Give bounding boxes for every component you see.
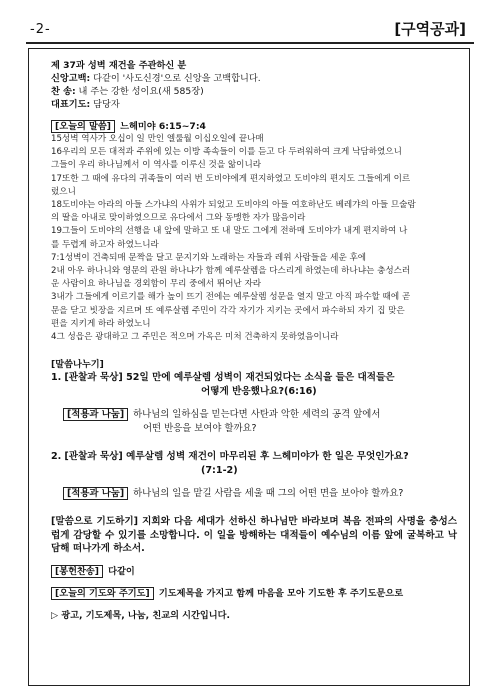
passage-ref: 느헤미야 6:15~7:4: [116, 121, 206, 132]
verse-line: 의 딸을 아내로 맞이하였으므로 유다에서 그와 동맹한 자가 많음이라: [51, 213, 306, 224]
application-2-text: 하나님의 일을 맡길 사람을 세울 때 그의 어떤 면을 보아야 할까요?: [130, 488, 404, 500]
prayer-tag: [말씀으로 기도하기]: [51, 516, 139, 528]
question-2-text-cont: (7:1-2): [201, 465, 238, 477]
closing-tag: [오늘의 기도와 주기도]: [51, 587, 154, 600]
application-1: [51, 408, 457, 422]
verse-line: 를 두렵게 하고자 하였느니라: [51, 239, 159, 250]
verse-line: 19그들이 도비야의 선행을 내 앞에 말하고 또 내 말도 그에게 전하매 도비야가 내게 편지하여 나: [51, 226, 408, 237]
page-number: -2-: [30, 22, 51, 37]
verse-line: 2내 아우 하나니와 영문의 관원 하나냐가 함께 예루살렘을 다스리게 하였는데 하나냐는 충성스러: [51, 266, 411, 277]
question-2-number: 2.: [51, 451, 62, 463]
hymn-line: [51, 85, 457, 98]
hymn-text: 내 주는 강한 성이요(새 585장): [75, 86, 204, 97]
creed-line: [51, 72, 457, 85]
application-1-tag: [적용과 나눔]: [63, 408, 128, 421]
verse-line: 렀으니: [51, 186, 76, 197]
header-rule: [26, 42, 474, 44]
verse-line: 4그 성읍은 광대하고 그 주민은 적으며 가옥은 미처 건축하지 못하였음이니라: [51, 332, 339, 343]
offering-line: [51, 565, 457, 578]
question-2: [51, 450, 457, 464]
verse-line: 운 사람이요 하나님을 경외함이 무리 중에서 뛰어난 자라: [51, 279, 262, 290]
closing-text: 기도제목을 가지고 함께 마음을 모아 기도한 후 주기도문으로: [155, 587, 404, 599]
application-2-tag: [적용과 나눔]: [63, 487, 128, 500]
verse-line: 그들이 우리 하나님께서 이 역사를 이루신 것을 앎이니라: [51, 160, 262, 171]
passage-tag: [오늘의 말씀]: [51, 120, 115, 133]
application-2: [51, 487, 457, 501]
verse-line: 문을 닫고 빗장을 지르며 또 예루살렘 주민이 각각 자기가 지키는 곳에서 파수하되 자기 집 맞은: [51, 305, 405, 316]
application-1-text-cont: 어떤 반응을 보여야 할까요?: [143, 423, 257, 435]
question-1-tag: [관찰과 묵상]: [64, 372, 123, 384]
verse-line: 16우리의 모든 대적과 주위에 있는 이방 족속들이 이를 듣고 다 두려워하여 크게 낙담하였으니: [51, 147, 402, 158]
prayer-paragraph: [51, 515, 457, 556]
offering-text: 다같이: [104, 565, 135, 577]
creed-label: 신앙고백:: [51, 73, 91, 84]
lesson-frame: [28, 48, 470, 686]
question-1-text-cont: 어떻게 반응했나요?(6:16): [201, 386, 317, 398]
verse-list: [51, 133, 457, 344]
rep-prayer-label: 대표기도:: [51, 99, 91, 110]
application-1-text: 하나님의 일하심을 믿는다면 사탄과 악한 세력의 공격 앞에서: [130, 409, 381, 421]
question-1-text: 52일 만에 예루살렘 성벽이 재건되었다는 소식을 들은 대적들은: [122, 372, 395, 384]
verse-line: 15성벽 역사가 오십이 일 만인 엘룰월 이십오일에 끝나매: [51, 134, 264, 144]
question-2-text: 예루살렘 성벽 재건이 마무리된 후 느헤미야가 한 일은 무엇인가요?: [122, 451, 409, 463]
sharing-heading: [말씀나누기]: [51, 359, 104, 371]
verse-line: 3내가 그들에게 이르기를 해가 높이 뜨기 전에는 예루살렘 성문을 열지 말고 아직 파수할 때에 곧: [51, 292, 411, 303]
rep-prayer-line: [51, 98, 457, 111]
question-2-tag: [관찰과 묵상]: [64, 451, 123, 463]
creed-text: 다같이 '사도신경'으로 신앙을 고백합니다.: [90, 73, 261, 84]
verse-line: 18도비야는 아라의 아들 스가냐의 사위가 되었고 도비야의 아들 여호하난도 베레갸의 아들 므술람: [51, 200, 416, 211]
prayer-text: 지희와 다음 세대가 선하신 하나님만 바라보며 복음 전파의 사명을 충성스럽게 감당할 수 있기를 소망합니다. 이 일을 방해하는 대적들이 예수님의 이름 앞에 굴복하고 낙담해 떠나가게 하소서.: [51, 516, 457, 555]
verse-line: 7:1성벽이 건축되매 문짝을 달고 문지기와 노래하는 자들과 레위 사람들을 세운 후에: [51, 252, 367, 263]
lesson-title: 제 37과 성벽 재건을 주관하신 분: [51, 60, 187, 71]
section-tag: [구역공과]: [394, 20, 466, 38]
verse-line: 편을 지키게 하라 하였노니: [51, 318, 151, 329]
question-1-number: 1.: [51, 372, 62, 384]
question-1: [51, 371, 457, 385]
closing-note: ▷ 광고, 기도제목, 나눔, 친교의 시간입니다.: [51, 609, 231, 621]
passage-line: [51, 120, 457, 133]
rep-prayer-text: 담당자: [90, 99, 120, 110]
verse-line: 17또한 그 때에 유다의 귀족들이 여러 번 도비야에게 편지하였고 도비야의 편지도 그들에게 이르: [51, 173, 411, 184]
closing-line: [51, 587, 457, 600]
offering-tag: [봉헌찬송]: [51, 565, 103, 578]
hymn-label: 찬 송:: [51, 86, 76, 97]
